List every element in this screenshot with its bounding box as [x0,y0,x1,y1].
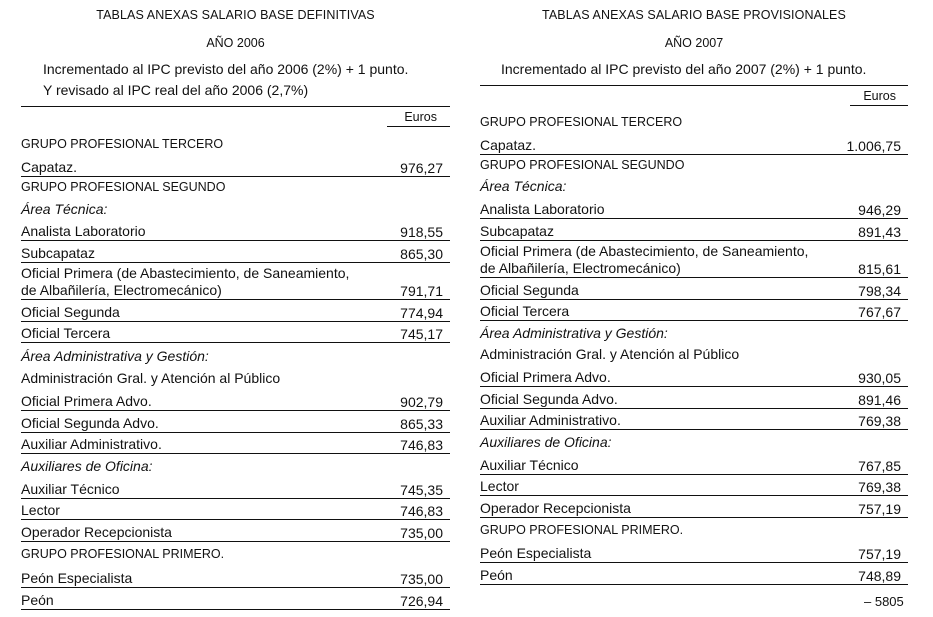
left-units-header [387,110,450,127]
left-units-label: Euros [404,110,437,124]
row-value: 930,05 [858,370,901,386]
left-group-primero: GRUPO PROFESIONAL PRIMERO. [21,547,225,561]
row-value: 746,83 [400,503,443,519]
row-label: Oficial Tercera [21,325,111,341]
row-value: 745,35 [400,482,443,498]
row-value: 735,00 [400,525,443,541]
row-value: 769,38 [858,479,901,495]
table-row [21,567,450,588]
row-value: 767,67 [858,304,901,320]
table-row [21,412,450,433]
left-year: AÑO 2006 [206,36,265,50]
table-row [21,433,450,454]
right-group-segundo: GRUPO PROFESIONAL SEGUNDO [480,158,685,172]
right-area-tecnica: Área Técnica: [480,178,567,194]
table-row [21,478,450,499]
table-row [480,220,908,241]
row-value: 769,38 [858,413,901,429]
row-value: 946,29 [858,202,901,218]
row-label: Oficial Tercera [480,303,570,319]
row-label: Lector [21,502,60,518]
table-row [480,454,908,475]
table-row [21,322,450,343]
row-label: Oficial Segunda [480,282,579,298]
row-label: Oficial Primera Advo. [21,393,152,409]
table-row [21,589,450,610]
right-admin-gral: Administración Gral. y Atención al Público [480,346,740,362]
row-label: Subcapataz [21,245,95,261]
row-value: 791,71 [400,283,443,299]
row-label: Peón Especialista [480,545,592,561]
table-row [21,390,450,411]
page-number: – 5805 [864,594,904,609]
right-units-header [850,89,908,106]
right-area-admin: Área Administrativa y Gestión: [480,325,668,341]
right-group-primero: GRUPO PROFESIONAL PRIMERO. [480,523,684,537]
right-top-rule [480,85,908,86]
left-note-2: Y revisado al IPC real del año 2006 (2,7%) [43,82,309,98]
row-label: Oficial Primera Advo. [480,369,611,385]
row-value: 767,85 [858,458,901,474]
row-label: Peón [480,567,513,583]
row-label: Lector [480,478,519,494]
table-row [21,521,450,542]
row-value: 746,83 [400,437,443,453]
table-row [480,135,908,155]
row-value: 774,94 [400,305,443,321]
row-value: 748,89 [858,568,901,584]
right-units-label: Euros [863,89,896,103]
table-row [480,475,908,496]
table-row [21,264,450,300]
left-note-1: Incrementado al IPC previsto del año 2006 (2%) + 1 punto. [43,61,409,77]
left-area-tecnica: Área Técnica: [21,201,108,217]
row-value: 865,30 [400,246,443,262]
right-group-tercero: GRUPO PROFESIONAL TERCERO [480,115,683,129]
table-row [480,564,908,585]
table-row [480,242,908,278]
row-label: Oficial Primera (de Abastecimiento, de Saneamiento, de Albañilería, Electromecánico) [480,243,809,276]
row-value: 735,00 [400,571,443,587]
left-top-rule [21,106,450,107]
row-label: Subcapataz [480,223,554,239]
row-label: Analista Laboratorio [21,223,146,239]
right-aux-oficina: Auxiliares de Oficina: [480,434,612,450]
left-aux-oficina: Auxiliares de Oficina: [21,458,153,474]
right-note-1: Incrementado al IPC previsto del año 2007 (2%) + 1 punto. [501,61,867,77]
left-group-segundo: GRUPO PROFESIONAL SEGUNDO [21,180,226,194]
table-row [480,497,908,518]
row-label: Oficial Segunda Advo. [21,415,159,431]
row-value: 891,43 [858,224,901,240]
table-row [480,366,908,387]
row-label: Auxiliar Técnico [480,457,579,473]
row-value: 918,55 [400,224,443,240]
row-value: 891,46 [858,392,901,408]
row-label: Analista Laboratorio [480,201,605,217]
row-value: 1.006,75 [846,138,901,154]
table-row [480,542,908,563]
row-value: 757,19 [858,501,901,517]
table-row [480,279,908,300]
table-row [21,221,450,241]
row-label: Peón [21,592,54,608]
table-row [21,499,450,520]
row-value: 745,17 [400,326,443,342]
row-value: 726,94 [400,593,443,609]
left-area-admin: Área Administrativa y Gestión: [21,348,209,364]
right-title: TABLAS ANEXAS SALARIO BASE PROVISIONALES [542,8,846,22]
row-label: Capataz. [21,159,78,175]
table-row [21,157,450,177]
right-year: AÑO 2007 [664,36,724,50]
row-value: 757,19 [858,546,901,562]
table-row [480,409,908,430]
left-group-tercero: GRUPO PROFESIONAL TERCERO [21,137,224,151]
row-value: 815,61 [858,261,901,277]
row-value: 865,33 [400,416,443,432]
row-label: Auxiliar Administrativo. [480,412,621,428]
row-label: Oficial Segunda [21,304,120,320]
row-value: 798,34 [858,283,901,299]
table-row [480,388,908,409]
left-title: TABLAS ANEXAS SALARIO BASE DEFINITIVAS [96,8,375,22]
row-label: Auxiliar Administrativo. [21,436,162,452]
table-row [480,300,908,321]
row-label: Capataz. [480,137,537,153]
row-label: Oficial Primera (de Abastecimiento, de Saneamiento, de Albañilería, Electromecánico) [21,265,350,298]
row-label: Peón Especialista [21,570,133,586]
row-value: 902,79 [400,394,443,410]
row-label: Operador Recepcionista [21,524,172,540]
row-label: Oficial Segunda Advo. [480,391,618,407]
left-admin-gral: Administración Gral. y Atención al Público [21,370,281,386]
row-label: Auxiliar Técnico [21,481,120,497]
table-row [21,242,450,263]
table-row [21,301,450,322]
table-row [480,199,908,219]
row-label: Operador Recepcionista [480,500,631,516]
row-value: 976,27 [400,160,443,176]
